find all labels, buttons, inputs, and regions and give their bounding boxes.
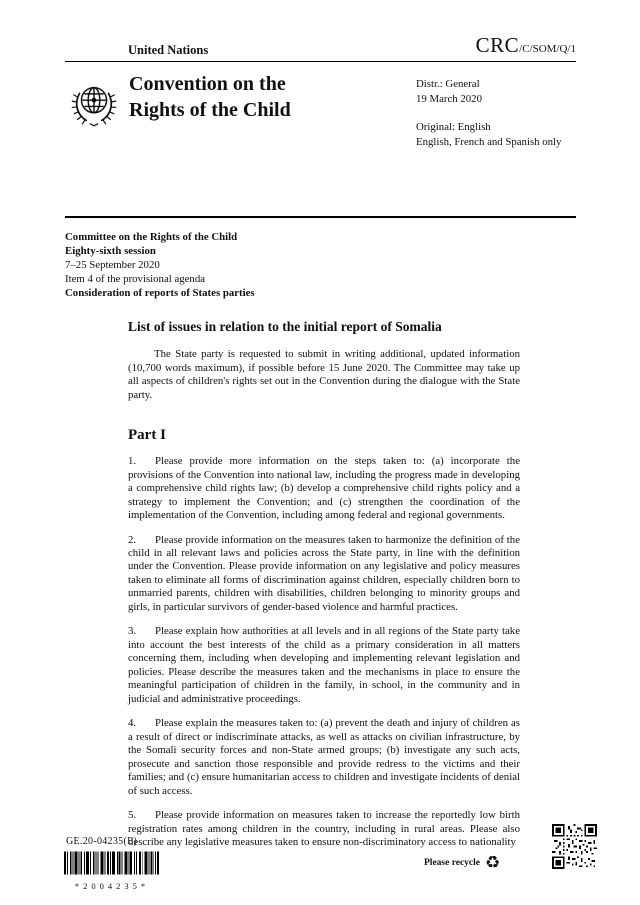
convention-title-line1: Convention on the [129, 73, 286, 95]
available-languages: English, French and Spanish only [416, 135, 562, 148]
barcode [64, 851, 160, 891]
doc-symbol-prefix: CRC [475, 33, 520, 57]
masthead [65, 72, 576, 164]
session-name: Eighty-sixth session [65, 245, 156, 258]
paragraph-3 [128, 625, 520, 706]
un-emblem-icon [65, 75, 123, 164]
paragraph-2 [128, 534, 520, 615]
distr-gap [416, 106, 576, 120]
distr-label: Distr.: General [416, 78, 480, 90]
session-dates: 7–25 September 2020 [65, 259, 160, 272]
barcode-text: *2004235* [74, 881, 150, 891]
header-divider [65, 61, 576, 62]
paragraph-2-number: 2. [128, 533, 137, 546]
original-language: Original: English [416, 121, 491, 134]
paragraph-1-number: 1. [128, 455, 137, 468]
paragraph-5 [128, 809, 520, 849]
paragraph-4-number: 4. [128, 717, 137, 730]
part-heading: Part I [128, 427, 166, 444]
convention-title-line2: Rights of the Child [129, 98, 291, 121]
paragraph-1 [128, 455, 520, 522]
convention-title [129, 72, 401, 164]
paragraph-3-text: Please explain how authorities at all levels and in all regions of the State party take into account the best interests of the child as a primary consideration in all matters concerning them, including when developing and implementing relevant legislation and policies. Please describe the measures taken and the mechanisms in place to ensure the meaningful participation of children in the family, in school, in the community and in judicial and administrative proceedings. [128, 625, 520, 705]
doc-symbol-suffix: /C/SOM/Q/1 [519, 43, 576, 55]
intro-paragraph: The State party is requested to submit in writing additional, updated information (10,700 words maximum), if possible before 15 June 2020. The Committee may take up all aspects of children's rights set out in the Convention during the dialogue with the State party. [128, 348, 520, 401]
barcode-icon [64, 851, 160, 875]
footer-reference: GE.20-04235(E) [66, 836, 138, 847]
committee-name: Committee on the Rights of the Child [65, 231, 238, 243]
document-title: List of issues in relation to the initial report of Somalia [128, 319, 442, 335]
paragraph-4 [128, 717, 520, 798]
agenda-title: Consideration of reports of States parties [65, 287, 255, 300]
distr-date: 19 March 2020 [416, 92, 482, 105]
paragraph-2-text: Please provide information on the measures taken to harmonize the definition of the child in all relevant laws and policies across the State party, in line with the definition under the Convention. Please provide information on any legislative and policy measures taken to eliminate all forms of discrimination against children, especially children born to unmarried parents, children with disabilities, children belonging to minority groups and girls, in particular survivors of gender-based violence and harmful practices. [128, 533, 520, 613]
paragraph-5-number: 5. [128, 809, 137, 822]
masthead-divider [65, 216, 576, 218]
page-header [65, 33, 576, 58]
distr-info [416, 72, 576, 164]
paragraph-3-number: 3. [128, 625, 137, 638]
paragraph-5-text: Please provide information on measures taken to increase the reportedly low birth registration rates among children in the country, including in rural areas. Please also describe any legislative measures taken to ensure non-discriminatory access to nationality [128, 809, 520, 849]
header-org: United Nations [128, 43, 209, 57]
qr-code-icon [552, 824, 597, 874]
paragraph-4-text: Please explain the measures taken to: (a) prevent the death and injury of children as a result of direct or indiscriminate attacks, as well as attacks on civilian infrastructure, by the Somali security forces and non-State armed groups; (b) investigate any such acts, prosecute and sanction those responsible and provide redress to the victims and their families; and (c) ensure humanitarian access to children and investigate incidents of denial of such access. [128, 717, 520, 797]
agenda-item: Item 4 of the provisional agenda [65, 273, 206, 286]
paragraph-1-text: Please provide more information on the steps taken to: (a) incorporate the provisions of the Convention into national law, including the progress made in developing a comprehensive child rights law; (b) develop a comprehensive child rights policy and a strategy to implement the Convention; and (c) strengthen the coordination of the implementation of the Convention, including among federal and regional governments. [128, 455, 520, 522]
session-info [65, 230, 576, 300]
recycle-icon: ♻ [485, 853, 501, 872]
doc-symbol [476, 33, 576, 58]
recycle-label: Please recycle [424, 857, 480, 868]
recycle-note [424, 854, 500, 871]
